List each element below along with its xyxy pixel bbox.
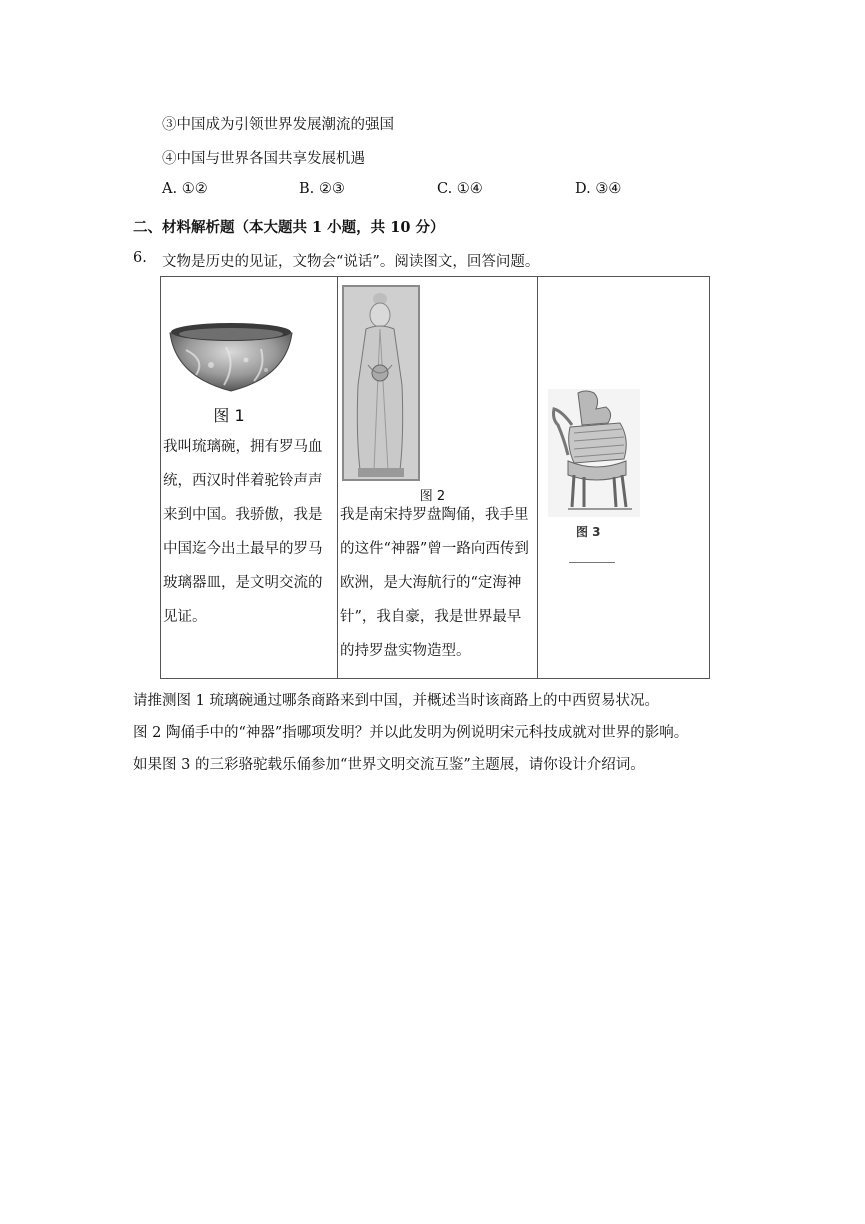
compass-figurine-image	[342, 285, 420, 481]
section-heading: 二、材料解析题（本大题共 1 小题，共 10 分）	[133, 219, 445, 236]
sub-question-1: 请推测图 1 琉璃碗通过哪条商路来到中国，并概述当时该商路上的中西贸易状况。	[133, 693, 659, 709]
fig3-cell	[538, 277, 710, 679]
fig1-cell	[161, 277, 338, 679]
option-3: ③中国成为引领世界发展潮流的强国	[162, 117, 394, 133]
fig3-caption: 图 3	[576, 525, 601, 539]
tricolor-camel-image	[548, 389, 640, 517]
glass-bowl-image	[166, 315, 296, 395]
fig2-caption: 图 2	[419, 489, 446, 504]
sub-question-2: 图 2 陶俑手中的“神器”指哪项发明？并以此发明为例说明宋元科技成就对世界的影响。	[133, 725, 689, 741]
choice-c: C. ①④	[437, 181, 483, 197]
choice-a: A. ①②	[162, 181, 208, 197]
materials-table	[160, 276, 710, 679]
option-4: ④中国与世界各国共享发展机遇	[162, 151, 365, 167]
sub-question-3: 如果图 3 的三彩骆驼载乐俑参加“世界文明交流互鉴”主题展，请你设计介绍词。	[133, 757, 645, 773]
fig1-caption: 图 1	[213, 406, 245, 425]
fig2-cell	[338, 277, 538, 679]
choice-b: B. ②③	[299, 181, 345, 197]
question-stem: 文物是历史的见证，文物会“说话”。阅读图文，回答问题。	[162, 254, 540, 270]
fig2-text: 我是南宋持罗盘陶俑，我手里的这件“神器”曾一路向西传到欧洲，是大海航行的“定海神针”，我自豪，我是世界最早的持罗盘实物造型。	[340, 507, 529, 659]
fig1-text: 我叫琉璃碗，拥有罗马血统，西汉时伴着驼铃声声来到中国。我骄傲，我是中国迄今出土最早的罗马玻璃器皿，是文明交流的见证。	[163, 439, 323, 625]
question-number: 6.	[133, 250, 147, 266]
fig3-rule	[569, 562, 615, 563]
choice-d: D. ③④	[575, 181, 622, 197]
